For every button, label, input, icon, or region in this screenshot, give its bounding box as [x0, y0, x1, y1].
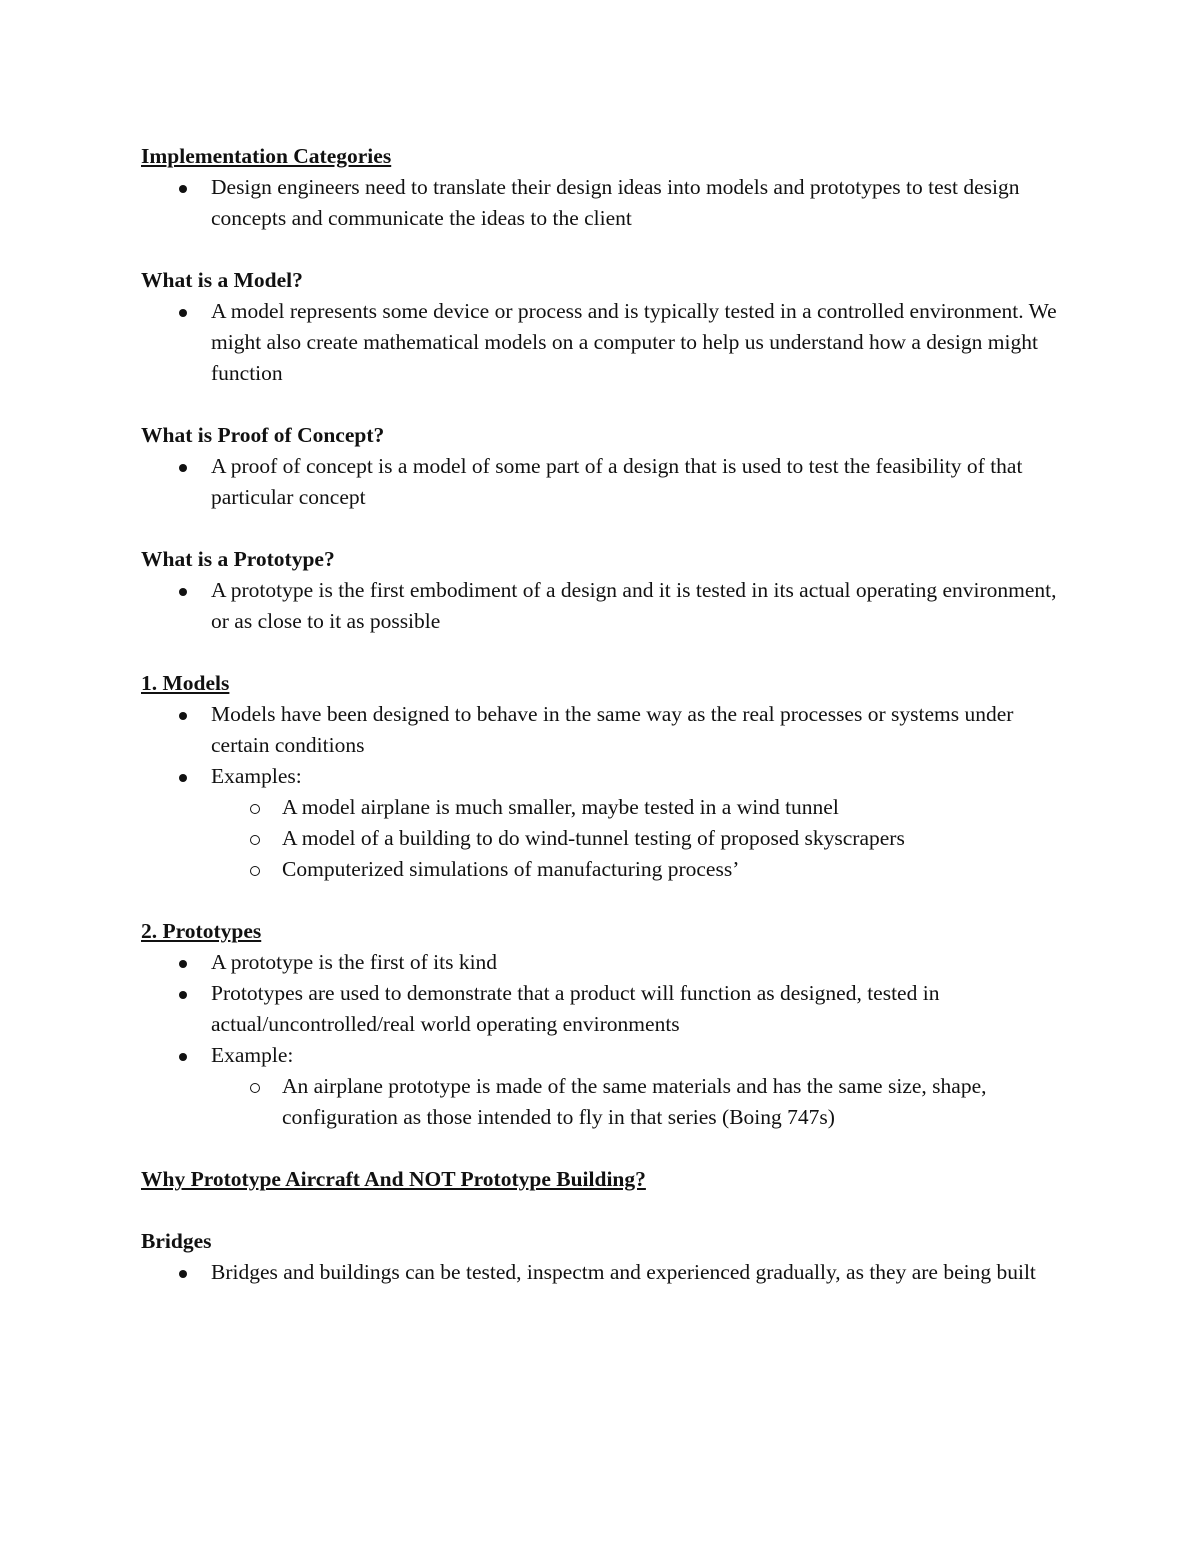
- filled-bullet-icon: [179, 712, 187, 720]
- list-item: [141, 761, 1071, 792]
- list-item-text: A model represents some device or process and is typically tested in a controlled environment. We might also create mathematical models on a computer to help us understand how a design might function: [211, 299, 1057, 385]
- list-item-text: Models have been designed to behave in the same way as the real processes or systems under certain conditions: [211, 702, 1014, 757]
- list-item: [141, 296, 1071, 389]
- list-item-text: Examples:: [211, 764, 302, 788]
- section-heading-prototypes: 2. Prototypes: [141, 919, 262, 943]
- sub-list-item-text: A model airplane is much smaller, maybe tested in a wind tunnel: [282, 795, 839, 819]
- list-item-text: Bridges and buildings can be tested, inspectm and experienced gradually, as they are being built: [211, 1260, 1036, 1284]
- sub-list-item: [141, 854, 1071, 885]
- sub-list-item: [141, 823, 1071, 854]
- sub-list-item-text: Computerized simulations of manufacturing process’: [282, 857, 740, 881]
- list-item-text: Example:: [211, 1043, 294, 1067]
- list-item: [141, 699, 1071, 761]
- hollow-bullet-icon: [250, 804, 260, 814]
- filled-bullet-icon: [179, 1053, 187, 1061]
- section-heading-what-is-a-prototype: What is a Prototype?: [141, 547, 335, 571]
- filled-bullet-icon: [179, 1270, 187, 1278]
- bullet-list: [141, 947, 1071, 1133]
- list-item: [141, 451, 1071, 513]
- filled-bullet-icon: [179, 185, 187, 193]
- list-item: [141, 978, 1071, 1040]
- list-item-text: Prototypes are used to demonstrate that a product will function as designed, tested in actual/uncontrolled/real world operating environments: [211, 981, 940, 1036]
- sub-list-item-text: An airplane prototype is made of the same materials and has the same size, shape, configuration as those intended to fly in that series (Boing 747s): [282, 1074, 987, 1129]
- sub-list-item-text: A model of a building to do wind-tunnel testing of proposed skyscrapers: [282, 826, 905, 850]
- bullet-list: [141, 699, 1071, 885]
- hollow-bullet-icon: [250, 1083, 260, 1093]
- bullet-list: [141, 296, 1071, 389]
- list-item: [141, 172, 1071, 234]
- section-heading-models: 1. Models: [141, 671, 230, 695]
- filled-bullet-icon: [179, 960, 187, 968]
- section-heading-what-is-a-model: What is a Model?: [141, 268, 303, 292]
- section-heading-proof-of-concept: What is Proof of Concept?: [141, 423, 385, 447]
- bullet-list: [141, 172, 1071, 234]
- section-heading-implementation-categories: Implementation Categories: [141, 144, 392, 168]
- list-item-text: A proof of concept is a model of some part of a design that is used to test the feasibility of that particular concept: [211, 454, 1023, 509]
- sub-list-item: [141, 1071, 1071, 1133]
- bullet-list: [141, 575, 1071, 637]
- hollow-bullet-icon: [250, 835, 260, 845]
- document-content: [141, 141, 1071, 1288]
- bullet-list: [141, 451, 1071, 513]
- filled-bullet-icon: [179, 464, 187, 472]
- section-heading-bridges: Bridges: [141, 1229, 212, 1253]
- sub-list-item: [141, 792, 1071, 823]
- filled-bullet-icon: [179, 774, 187, 782]
- list-item: [141, 1257, 1071, 1288]
- filled-bullet-icon: [179, 991, 187, 999]
- list-item-text: A prototype is the first embodiment of a design and it is tested in its actual operating environment, or as close to it as possible: [211, 578, 1057, 633]
- bullet-list: [141, 1257, 1071, 1288]
- filled-bullet-icon: [179, 588, 187, 596]
- filled-bullet-icon: [179, 309, 187, 317]
- list-item-text: A prototype is the first of its kind: [211, 950, 498, 974]
- list-item: [141, 575, 1071, 637]
- list-item: [141, 947, 1071, 978]
- hollow-bullet-icon: [250, 866, 260, 876]
- list-item-text: Design engineers need to translate their design ideas into models and prototypes to test design concepts and communicate the ideas to the client: [211, 175, 1020, 230]
- list-item: [141, 1040, 1071, 1071]
- section-heading-why-prototype-aircraft: Why Prototype Aircraft And NOT Prototype Building?: [141, 1167, 646, 1191]
